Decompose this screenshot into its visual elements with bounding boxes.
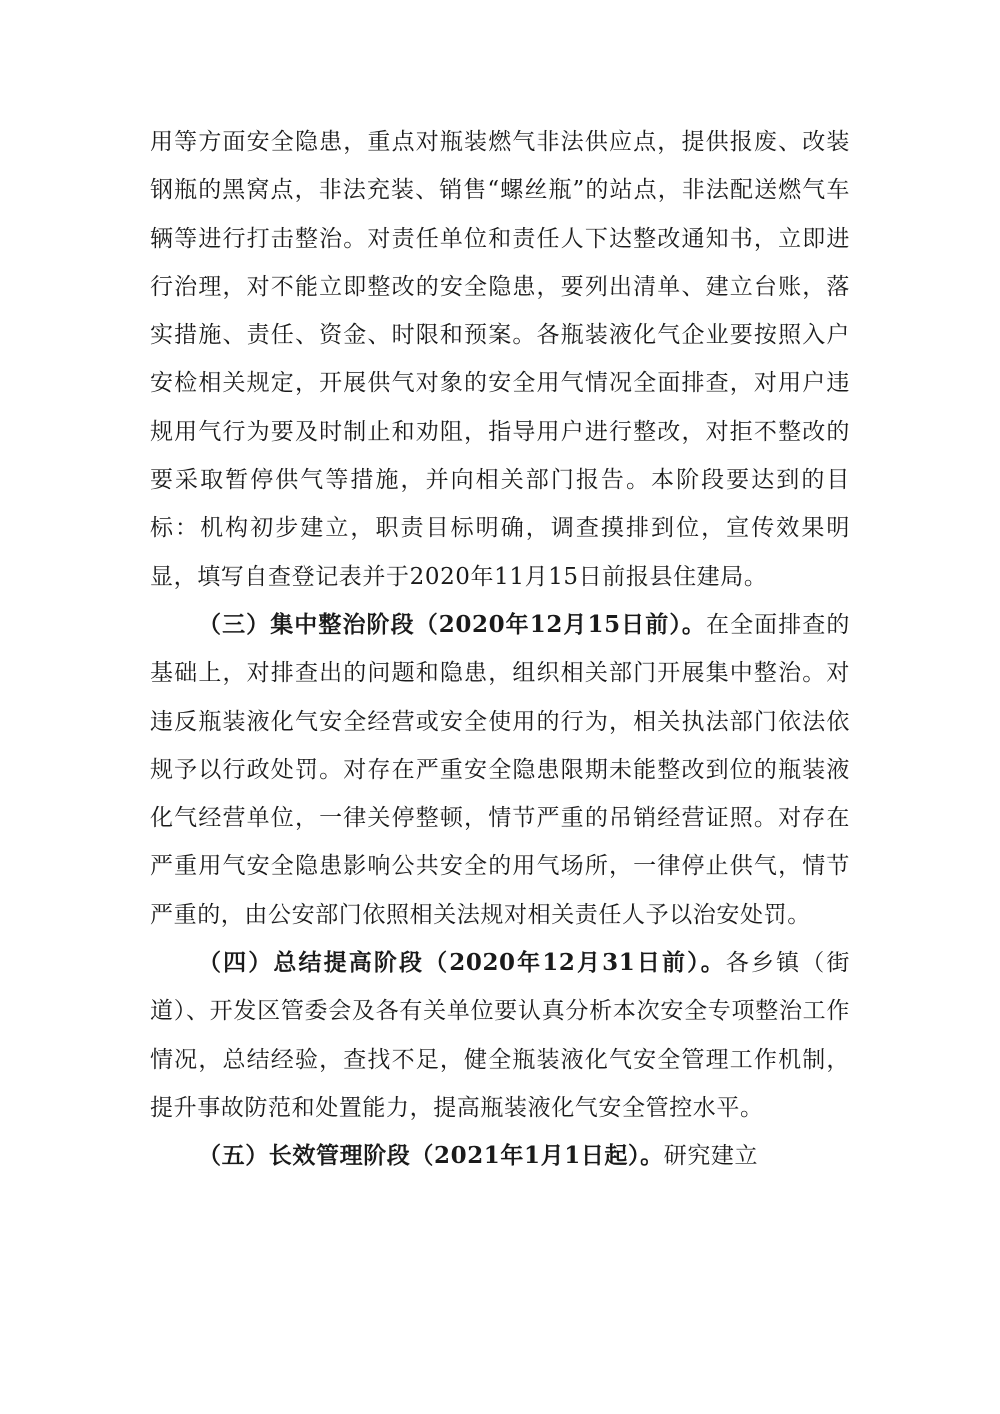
stage-five-heading: （五）长效管理阶段（2021年1月1日起）。 — [198, 1142, 664, 1170]
paragraph-text: 用等方面安全隐患，重点对瓶装燃气非法供应点，提供报废、改装钢瓶的黑窝点，非法充装、销售“螺丝瓶”的站点，非法配送燃气车辆等进行打击整治。对责任单位和责任人下达整改通知书，立即进行治理，对不能立即整改的安全隐患，要列出清单、建立台账，落实措施、责任、资金、时限和预案。各瓶装液化气企业要按照入户安检相关规定，开展供气对象的安全用气情况全面排查，对用户违规用气行为要及时制止和劝阻，指导用户进行整改，对拒不整改的要采取暂停供气等措施，并向相关部门报告。本阶段要达到的目标：机构初步建立，职责目标明确，调查摸排到位，宣传效果明显，填写自查登记表并于2020年11月15日前报县住建局。 — [150, 129, 850, 590]
paragraph-text: 各乡镇（街道）、开发区管委会及各有关单位要认真分析本次安全专项整治工作情况，总结经验，查找不足，健全瓶装液化气安全管理工作机制，提升事故防范和处置能力，提高瓶装液化气安全管控水平。 — [150, 950, 851, 1121]
document-body — [150, 118, 850, 1181]
paragraph-continuation — [150, 118, 850, 601]
stage-three-heading: （三）集中整治阶段（2020年12月15日前）。 — [198, 610, 706, 638]
stage-four-heading: （四）总结提高阶段（2020年12月31日前）。 — [198, 949, 726, 977]
paragraph-stage-three — [150, 601, 850, 939]
paragraph-stage-five — [150, 1132, 850, 1180]
paragraph-text: 研究建立 — [663, 1143, 759, 1170]
paragraph-text: 在全面排查的基础上，对排查出的问题和隐患，组织相关部门开展集中整治。对违反瓶装液化气安全经营或安全使用的行为，相关执法部门依法依规予以行政处罚。对存在严重安全隐患限期未能整改到位的瓶装液化气经营单位，一律关停整顿，情节严重的吊销经营证照。对存在严重用气安全隐患影响公共安全的用气场所，一律停止供气，情节严重的，由公安部门依照相关法规对相关责任人予以治安处罚。 — [150, 611, 850, 928]
paragraph-stage-four — [150, 939, 850, 1132]
